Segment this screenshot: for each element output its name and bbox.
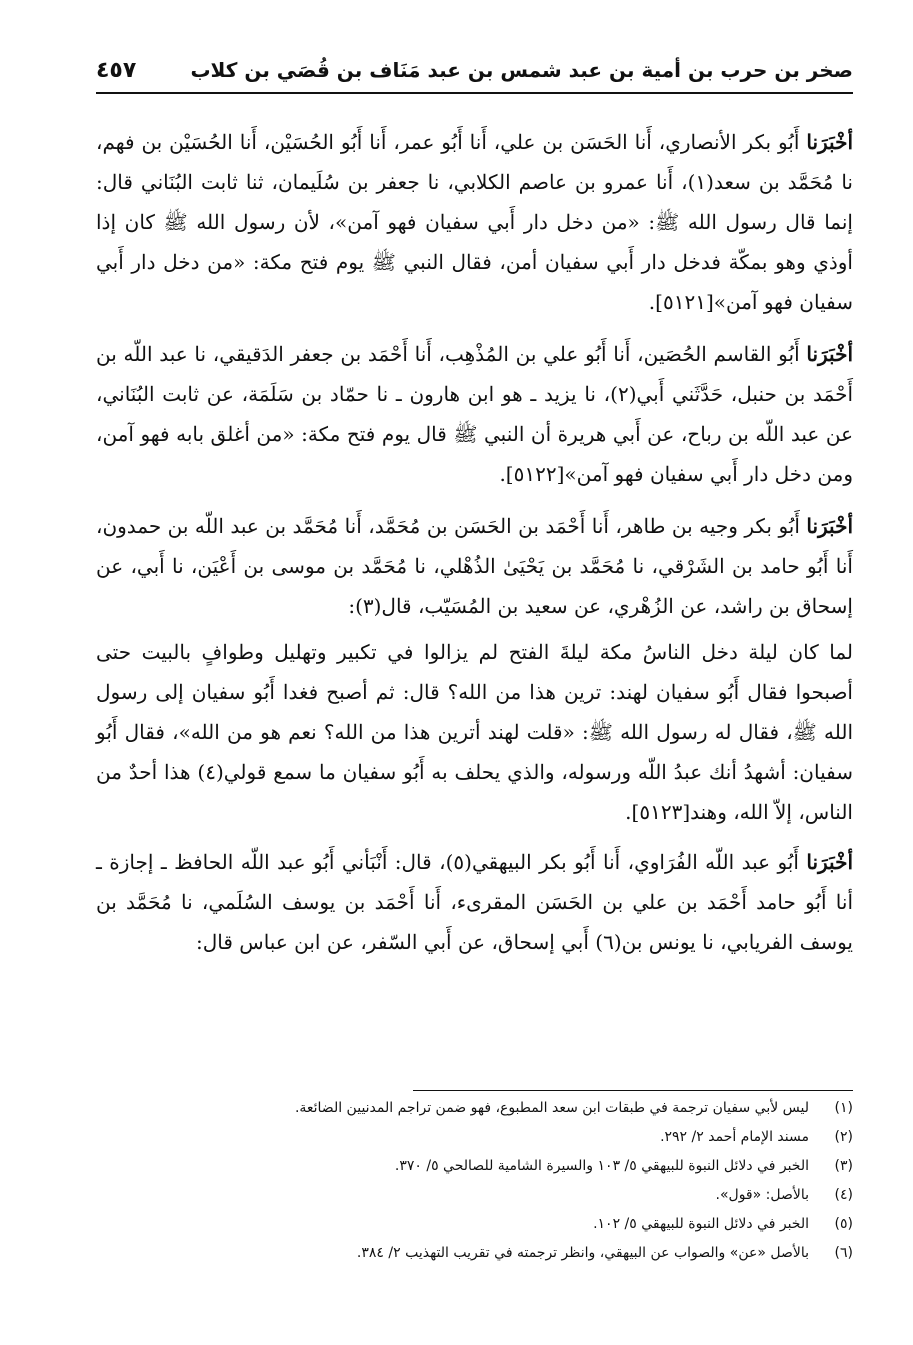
footnote [96,1239,853,1268]
paragraph [96,122,853,322]
footnote [96,1181,853,1210]
paragraph-text: أَبُو بكر وجيه بن طاهر، أَنا أَحْمَد بن الحَسَن بن مُحَمَّد، أَنا مُحَمَّد بن عبد اللّه بن حمدون، أَنا أَبُو حامد بن الشَرْقي، نا مُحَمَّد بن يَحْيَىٰ الذُهْلي، نا مُحَمَّد بن موسى بن أَعْيَن، نا أَبي، عن إسحاق بن راشد، عن الزُهْري، عن سعيد بن المُسَيّب، قال(٣): [96,514,853,618]
paragraph [96,506,853,626]
footnote-number: (١) [834,1100,853,1116]
footnote [96,1123,853,1152]
footnote-text: بالأصل «عن» والصواب عن البيهقي، وانظر ترجمته في تقريب التهذيب ٢/ ٣٨٤. [356,1245,809,1261]
footnote-text: ليس لأبي سفيان ترجمة في طبقات ابن سعد المطبوع، فهو ضمن تراجم المدنيين الضائعة. [294,1100,809,1116]
footnote-text: الخبر في دلائل النبوة للبيهقي ٥/ ١٠٢. [593,1216,809,1232]
page-number: ٤٥٧ [96,58,137,83]
paragraph-lead: أخْبَرَنا [806,130,853,154]
footnote-number: (٢) [834,1129,853,1145]
paragraph [96,632,853,832]
footnote-text: بالأصل: «قول». [715,1187,809,1203]
paragraph [96,334,853,494]
footnote-number: (٦) [834,1245,853,1261]
footnote-text: الخبر في دلائل النبوة للبيهقي ٥/ ١٠٣ والسيرة الشامية للصالحي ٥/ ٣٧٠. [394,1158,809,1174]
running-title: صخر بن حرب بن أمية بن عبد شمس بن عبد مَنَاف بن قُصَي بن كلاب [190,58,853,82]
footnote-number: (٤) [834,1187,853,1203]
footnotes [96,1094,853,1268]
footnote [96,1210,853,1239]
footnote-number: (٣) [834,1158,853,1174]
footnote [96,1094,853,1123]
footnote-text: مسند الإمام أحمد ٢/ ٢٩٢. [660,1129,809,1145]
paragraph-text: أَبُو القاسم الحُصَين، أَنا أَبُو علي بن المُذْهِب، أَنا أَحْمَد بن جعفر الدَقيقي، نا عبد اللّه بن أَحْمَد بن حنبل، حَدَّثَني أَبي(٢)، نا يزيد ـ هو ابن هارون ـ نا حمّاد بن سَلَمَة، عن ثابت البُنَاني، عن عبد اللّه بن رباح، عن أَبي هريرة أن النبي ﷺ قال يوم فتح مكة: «من أغلق بابه فهو آمن، ومن دخل دار أَبي سفيان فهو آمن»[٥١٢٢]. [96,342,854,486]
page-header [96,58,853,94]
paragraph-text: أَبُو بكر الأنصاري، أَنا الحَسَن بن علي، أَنا أَبُو عمر، أَنا أَبُو الحُسَيْن، أَنا الحُسَيْن بن فهم، نا مُحَمَّد بن سعد(١)، أَنا عمرو بن عاصم الكلابي، نا جعفر بن سُلَيمان، ثنا ثابت البُنَاني قال: إنما قال رسول الله ﷺ: «من دخل دار أَبي سفيان فهو آمن»، لأن رسول الله ﷺ كان إذا أوذي وهو بمكّة فدخل دار أَبي سفيان أمن، فقال النبي ﷺ يوم فتح مكة: «من دخل دار أَبي سفيان فهو آمن»[٥١٢١]. [96,130,854,314]
footnote-divider [413,1090,853,1091]
paragraph-lead: أخْبَرَنا [806,342,853,366]
main-text [96,122,853,974]
paragraph [96,842,853,962]
paragraph-text: أَبُو عبد اللّه الفُرَاوي، أَنا أَبُو بكر البيهقي(٥)، قال: أَنْبَأني أَبُو عبد اللّه الحافظ ـ إجازة ـ أنا أَبُو حامد أَحْمَد بن علي بن الحَسَن المقرىء، أَنا أَحْمَد بن يوسف السُلَمي، نا مُحَمَّد بن يوسف الفريابي، نا يونس بن(٦) أَبي إسحاق، عن أَبي السّفر، عن ابن عباس قال: [96,850,853,954]
paragraph-text: لما كان ليلة دخل الناسُ مكة ليلةَ الفتح لم يزالوا في تكبير وتهليل وطوافٍ بالبيت حتى أصبحوا فقال أَبُو سفيان لهند: ترين هذا من الله؟ قال: ثم أصبح فغدا أَبُو سفيان إلى رسول الله ﷺ، فقال له رسول الله ﷺ: «قلت لهند أترين هذا من الله؟ نعم هو من الله»، فقال أَبُو سفيان: أشهدُ أنك عبدُ اللّه ورسوله، والذي يحلف به أَبُو سفيان ما سمع قولي(٤) هذا أحدٌ من الناس، إلاّ الله، وهند[٥١٢٣]. [96,640,853,824]
footnote-number: (٥) [834,1216,853,1232]
paragraph-lead: أخْبَرَنا [806,850,854,874]
footnote [96,1152,853,1181]
paragraph-lead: أخْبَرَنا [806,514,853,538]
